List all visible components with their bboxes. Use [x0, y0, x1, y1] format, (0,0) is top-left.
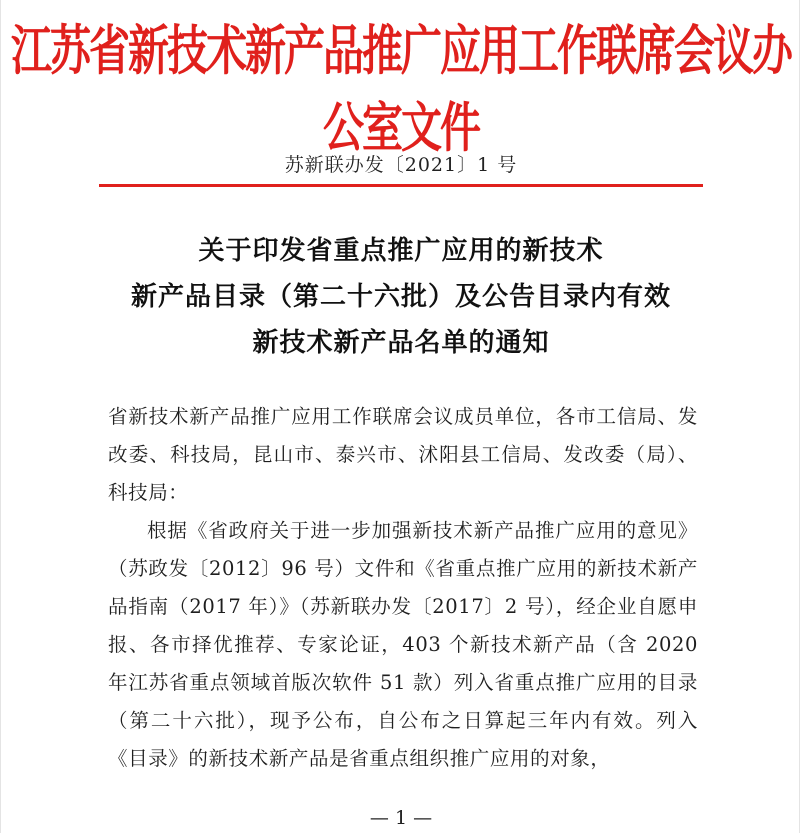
- notice-title-line-1: 关于印发省重点推广应用的新技术: [198, 236, 604, 266]
- body-paragraph-1: 根据《省政府关于进一步加强新技术新产品推广应用的意见》（苏政发〔2012〕96 号）文件和《省重点推广应用的新技术新产品指南（2017 年）》（苏新联办发〔2017〕2 号），经企业自愿申报、各市择优推荐、专家论证，403 个新技术新产品（含 2020 年江苏省重点领域首版次软件 51 款）列入省重点推广应用的目录（第二十六批），现予公布，自公布之日算起三年内有效。列入《目录》的新技术新产品是省重点组织推广应用的对象，: [108, 519, 698, 770]
- document-number: 苏新联办发〔2021〕1 号: [284, 154, 518, 176]
- notice-title-line-3: 新技术新产品名单的通知: [252, 328, 550, 358]
- notice-title-line-2: 新产品目录（第二十六批）及公告目录内有效: [130, 282, 671, 312]
- notice-title: [1, 228, 800, 366]
- notice-body: [108, 398, 698, 778]
- red-separator-line: [99, 184, 703, 187]
- issuing-office-header: 江苏省新技术新产品推广应用工作联席会议办公室文件: [11, 19, 791, 159]
- addressee-paragraph: 省新技术新产品推广应用工作联席会议成员单位，各市工信局、发改委、科技局，昆山市、泰兴市、沭阳县工信局、发改委（局）、科技局：: [108, 405, 698, 504]
- page-number: — 1 —: [369, 807, 433, 829]
